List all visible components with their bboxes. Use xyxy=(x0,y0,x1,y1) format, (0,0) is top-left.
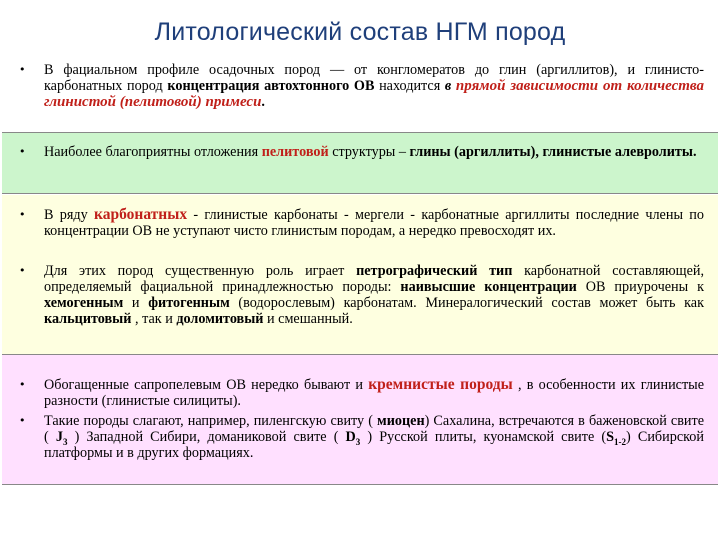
text-run: В фациальном профиле осадочных пород — от конгломератов до глин (аргиллитов), и глинисто-карбонатных пород xyxy=(44,62,704,94)
text-run: и xyxy=(123,295,149,311)
text-run: ) Западной Сибири, доманиковой свите ( xyxy=(67,429,346,445)
text-run: 3 xyxy=(355,436,361,447)
text-run: кальцитовый xyxy=(44,311,132,327)
text-run: J xyxy=(55,429,63,445)
text-run: Обогащенные сапропелевым ОВ нередко бывают и xyxy=(44,377,369,393)
text-run: ) Сахалина, встречаются в баженовской свите ( xyxy=(44,413,704,445)
section-carbonates xyxy=(2,195,718,355)
text-run: наивысшие концентрации xyxy=(400,279,577,295)
text-run: . xyxy=(692,144,697,160)
section-siliceous xyxy=(2,355,718,485)
section-pelite xyxy=(2,132,718,194)
section-facies xyxy=(2,56,718,132)
paragraph xyxy=(44,144,704,160)
text-run: прямой зависимости от количества глинистой (пелитовой) примеси xyxy=(44,78,704,110)
text-run: в xyxy=(444,78,452,94)
text-run: (водорослевым) карбонатам. Минералогический состав может быть как xyxy=(229,295,704,311)
paragraph xyxy=(44,263,704,327)
text-run: кремнистые породы xyxy=(368,376,513,393)
bullet: • xyxy=(19,145,26,158)
text-run: 1-2 xyxy=(614,436,627,447)
bullet: • xyxy=(19,264,26,277)
text-run: миоцен xyxy=(377,413,425,429)
text-run: ОВ приурочены к xyxy=(576,279,705,295)
text-run: D xyxy=(345,429,356,445)
text-run: , в особенности их глинистые разности (глинистые силициты). xyxy=(44,377,705,409)
bullet: • xyxy=(19,378,26,391)
text-run: , так и xyxy=(131,311,177,327)
text-run: глины (аргиллиты), глинистые алевролиты xyxy=(409,144,693,160)
bullet: • xyxy=(19,63,26,76)
text-run: хемогенным xyxy=(44,295,124,311)
text-run: петрографический тип xyxy=(356,263,513,279)
bullet: • xyxy=(19,414,26,427)
paragraph xyxy=(44,413,704,461)
text-run: - глинистые карбонаты - мергели - карбонатные аргиллиты последние члены по концентрации ОВ не уступают чисто глинистым породам, а нередко превосходят их. xyxy=(44,207,704,239)
text-run: 3 xyxy=(62,436,68,447)
paragraph xyxy=(44,207,704,239)
text-run: фитогенным xyxy=(148,295,230,311)
text-run: Для этих пород существенную роль играет xyxy=(44,263,357,279)
paragraph xyxy=(44,62,704,110)
text-run: доломитовый xyxy=(176,311,264,327)
text-run: структуры – xyxy=(328,144,410,160)
text-run: и смешанный. xyxy=(263,311,353,327)
text-run: карбонатной составляющей, определяемый фациальной принадлежностью породы: xyxy=(44,263,704,295)
text-run: находится xyxy=(374,78,445,94)
text-run: Наиболее благоприятны отложения xyxy=(44,144,262,160)
text-run: Такие породы слагают, например, пиленгскую свиту ( xyxy=(44,413,378,429)
text-run: пелитовой xyxy=(261,144,329,160)
text-run: S xyxy=(606,429,615,445)
slide-title: Литологический состав НГМ пород xyxy=(154,18,566,46)
text-run: В ряду xyxy=(44,207,95,223)
paragraph xyxy=(44,377,704,409)
text-run: . xyxy=(261,94,265,110)
text-run: ) Русской плиты, куонамской свите ( xyxy=(360,429,607,445)
bullet: • xyxy=(19,208,26,221)
text-run: ) Сибирской платформы и в других формациях. xyxy=(44,429,704,461)
text-run: карбонатных xyxy=(94,206,188,223)
text-run: концентрация автохтонного ОВ xyxy=(167,78,375,94)
